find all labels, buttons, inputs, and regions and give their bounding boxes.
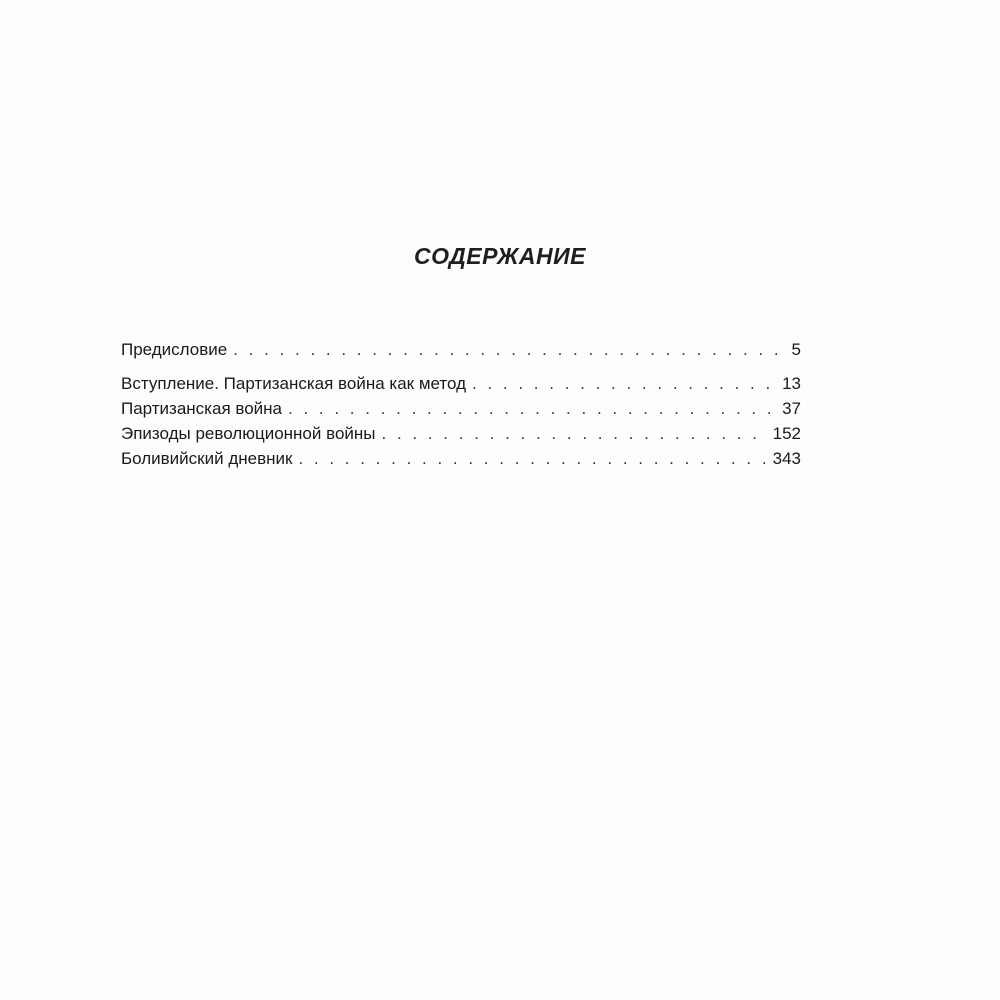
toc-entry-bolivian-diary <box>121 446 801 471</box>
toc-entry-label: Вступление. Партизанская война как метод <box>121 374 467 393</box>
toc-entry-page: 37 <box>782 399 801 418</box>
toc-title: СОДЕРЖАНИЕ <box>413 243 587 269</box>
dot-leader <box>382 421 769 446</box>
toc-entry-episodes <box>121 421 801 446</box>
dot-leader <box>298 446 768 471</box>
table-of-contents <box>121 337 801 471</box>
toc-entry-label: Предисловие <box>121 340 228 359</box>
toc-entry-label: Эпизоды революционной войны <box>121 424 376 443</box>
toc-entry-guerrilla-war <box>121 396 801 421</box>
toc-entry-label: Боливийский дневник <box>121 449 293 468</box>
toc-entry-label: Партизанская война <box>121 399 283 418</box>
toc-entry-preface <box>121 337 801 362</box>
toc-entry-page: 13 <box>782 374 801 393</box>
dot-leader <box>233 337 787 362</box>
dot-leader <box>288 396 778 421</box>
toc-entry-page: 5 <box>791 340 801 359</box>
toc-entry-page: 152 <box>772 424 801 443</box>
toc-entry-page: 343 <box>772 449 801 468</box>
dot-leader <box>472 371 778 396</box>
toc-entry-introduction <box>121 371 801 396</box>
